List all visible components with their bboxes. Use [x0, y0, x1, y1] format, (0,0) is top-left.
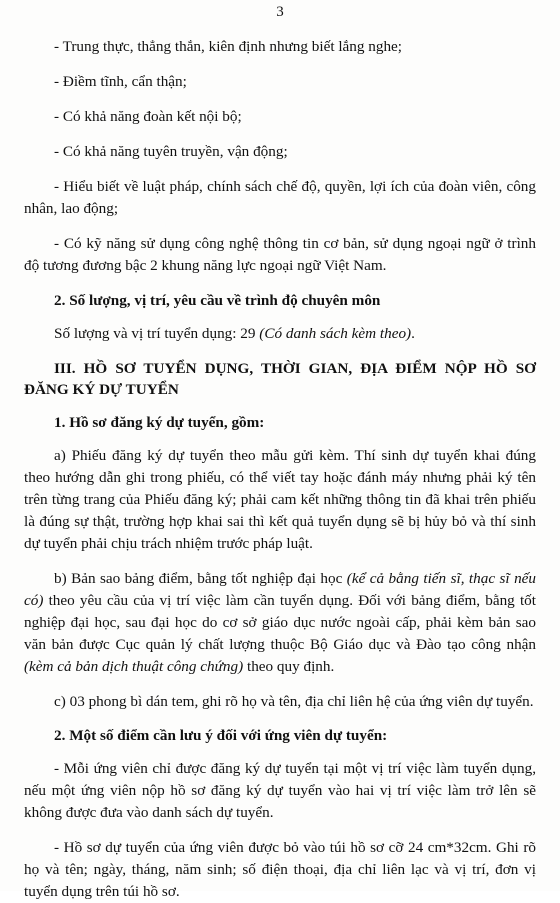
section-2-text-tail: . [411, 325, 415, 342]
section-2-text-main: Số lượng và vị trí tuyển dụng: 29 [54, 325, 260, 342]
paragraph-c: c) 03 phong bì dán tem, ghi rõ họ và tên, địa chỉ liên hệ của ứng viên dự tuyển. [54, 693, 534, 710]
page-number: 3 [276, 4, 284, 20]
bullet-item: - Có kỹ năng sử dụng công nghệ thông tin cơ bản, sử dụng ngoại ngữ ở trình độ tương đương bậc 2 khung năng lực ngoại ngữ Việt Nam. [24, 235, 536, 274]
paragraph-a: a) Phiếu đăng ký dự tuyển theo mẫu gửi kèm. Thí sinh dự tuyển khai đúng theo hướng dẫn ghi trong phiếu, có thể viết tay hoặc đánh máy nhưng phải ký tên trên từng trang của Phiếu đăng ký; phải cam kết những thông tin đã khai trên phiếu là đúng sự thật, trường hợp khai sai thì kết quả tuyển dụng sẽ bị hủy bỏ và thí sinh dự tuyển phải chịu trách nhiệm trước pháp luật. [24, 447, 536, 552]
paragraph-b-part2: theo yêu cầu của vị trí việc làm cần tuyển dụng. Đối với bảng điểm, bằng tốt nghiệp đại học, sau đại học do cơ sở giáo dục nước ngoài cấp, phải kèm bản sao văn bản được Cục quản lý chất lượng thuộc Bộ Giáo dục và Đào tạo công nhận [24, 592, 536, 653]
section-3-1-heading: 1. Hồ sơ đăng ký dự tuyển, gồm: [54, 414, 265, 431]
paragraph-b-italic1: (kể cả bằng tiến sĩ, thạc sĩ nếu có) [24, 570, 537, 609]
bullet-item: - Có khả năng tuyên truyền, vận động; [54, 143, 288, 160]
paragraph-b-part3: theo quy định. [243, 658, 335, 675]
note-paragraph-1: - Mỗi ứng viên chỉ được đăng ký dự tuyển tại một vị trí việc làm tuyển dụng, nếu một ứng viên nộp hồ sơ đăng ký dự tuyển vào hai vị trí việc làm trở lên sẽ không được đưa vào danh sách dự tuyển. [24, 760, 536, 821]
section-3-heading: III. HỒ SƠ TUYỂN DỤNG, THỜI GIAN, ĐỊA ĐIỂM NỘP HỒ SƠ ĐĂNG KÝ DỰ TUYỂN [24, 360, 536, 398]
bullet-item: - Trung thực, thẳng thắn, kiên định nhưng biết lắng nghe; [54, 38, 403, 55]
section-2-text-italic: (Có danh sách kèm theo) [259, 325, 412, 342]
paragraph-b-part1: b) Bản sao bảng điểm, bằng tốt nghiệp đại học [54, 570, 347, 587]
bullet-item: - Hiểu biết về luật pháp, chính sách chế độ, quyền, lợi ích của đoàn viên, công nhân, lao động; [24, 178, 536, 217]
bullet-item: - Có khả năng đoàn kết nội bộ; [54, 108, 242, 125]
section-2-text [24, 323, 536, 345]
note-paragraph-2: - Hồ sơ dự tuyển của ứng viên được bỏ vào túi hồ sơ cỡ 24 cm*32cm. Ghi rõ họ và tên; ngày, tháng, năm sinh; số điện thoại, địa chỉ liên lạc và vị trí, đơn vị tuyển dụng trên túi hồ sơ. [24, 839, 536, 900]
section-2-heading: 2. Số lượng, vị trí, yêu cầu về trình độ chuyên môn [54, 292, 381, 309]
section-3-2-heading: 2. Một số điểm cần lưu ý đối với ứng viên dự tuyển: [54, 727, 388, 744]
bullet-item: - Điềm tĩnh, cẩn thận; [54, 73, 187, 90]
paragraph-b [24, 568, 536, 678]
paragraph-b-italic2: (kèm cả bản dịch thuật công chứng) [24, 658, 244, 675]
